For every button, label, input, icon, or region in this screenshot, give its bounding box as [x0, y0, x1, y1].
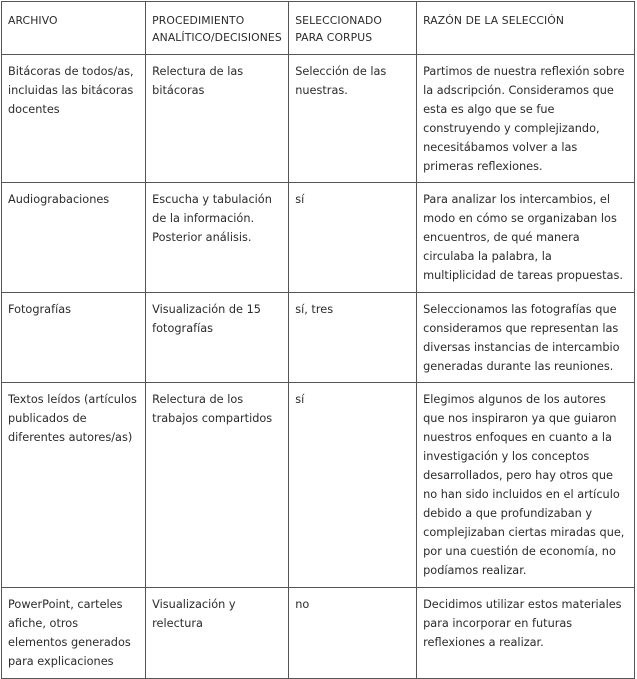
cell-seleccionado: Selección de las nuestras. [289, 55, 417, 183]
cell-seleccionado: sí [289, 183, 417, 293]
cell-procedimiento: Relectura de las bitácoras [146, 55, 289, 183]
table-row [2, 293, 635, 383]
cell-procedimiento: Escucha y tabulación de la información. Posterior análisis. [146, 183, 289, 293]
header-razon: RAZÓN DE LA SELECCIÓN [417, 2, 635, 55]
header-archivo: ARCHIVO [2, 2, 146, 55]
cell-procedimiento: Visualización y relectura [146, 588, 289, 679]
header-procedimiento: PROCEDIMIENTO ANALÍTICO/DECISIONES [146, 2, 289, 55]
cell-seleccionado: no [289, 588, 417, 679]
cell-archivo: Textos leídos (artículos publicados de diferentes autores/as) [2, 383, 146, 588]
cell-seleccionado: sí [289, 383, 417, 588]
cell-razon: Seleccionamos las fotografías que consideramos que representan las diversas instancias de intercambio generadas durante las reuniones. [417, 293, 635, 383]
cell-archivo: Bitácoras de todos/as, incluidas las bitácoras docentes [2, 55, 146, 183]
cell-archivo: PowerPoint, carteles afiche, otros elementos generados para explicaciones [2, 588, 146, 679]
table-row [2, 183, 635, 293]
cell-razon: Elegimos algunos de los autores que nos inspiraron ya que guiaron nuestros enfoques en cuanto a la investigación y los conceptos desarrollados, pero hay otros que no han sido incluidos en el artículo debido a que profundizaban y complejizaban ciertas miradas que, por una cuestión de economía, no podíamos realizar. [417, 383, 635, 588]
table-row [2, 383, 635, 588]
selection-table [1, 1, 635, 679]
cell-procedimiento: Visualización de 15 fotografías [146, 293, 289, 383]
cell-seleccionado: sí, tres [289, 293, 417, 383]
cell-archivo: Audiograbaciones [2, 183, 146, 293]
cell-razon: Partimos de nuestra reflexión sobre la adscripción. Consideramos que esta es algo que se fue construyendo y complejizando, necesitábamos volver a las primeras reflexiones. [417, 55, 635, 183]
header-seleccionado: SELECCIONADO PARA CORPUS [289, 2, 417, 55]
table-header-row [2, 2, 635, 55]
table-row [2, 55, 635, 183]
cell-archivo: Fotografías [2, 293, 146, 383]
cell-razon: Para analizar los intercambios, el modo en cómo se organizaban los encuentros, de qué manera circulaba la palabra, la multiplicidad de tareas propuestas. [417, 183, 635, 293]
cell-procedimiento: Relectura de los trabajos compartidos [146, 383, 289, 588]
cell-razon: Decidimos utilizar estos materiales para incorporar en futuras reflexiones a realizar. [417, 588, 635, 679]
